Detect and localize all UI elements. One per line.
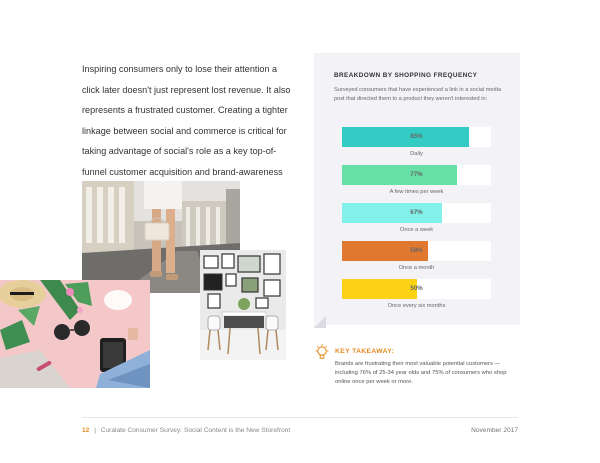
bar-category-label: Once every six months — [387, 303, 446, 309]
bar-track — [342, 241, 491, 261]
footer-doc-title: Curalate Consumer Survey: Social Content is the New Storefront — [100, 427, 291, 434]
bar-value-label: 58% — [410, 247, 423, 254]
panel-fold-corner — [314, 316, 326, 328]
page-number: 12 — [82, 427, 90, 434]
bar-category-label: Daily — [410, 151, 423, 157]
panel-title: BREAKDOWN BY SHOPPING FREQUENCY — [334, 72, 478, 79]
bar-category-label: A few times per week — [389, 189, 444, 195]
bar-value-label: 67% — [410, 209, 423, 216]
takeaway-text: Brands are frustrating their most valuable potential customers — including 76% of 25-34 year olds and 75% of consumers who shop online once per week or more. — [335, 361, 507, 385]
takeaway-title: KEY TAKEAWAY: — [335, 348, 395, 355]
footer-separator: | — [94, 427, 96, 434]
panel-intro: Surveyed consumers that have experienced a link in a social media post that directed them to a product they weren't interested in: — [334, 87, 501, 102]
bar-track — [342, 279, 491, 299]
lightbulb-icon — [315, 344, 329, 362]
bar-track — [342, 165, 491, 185]
bar-value-label: 50% — [410, 285, 423, 292]
footer-date: November 2017 — [471, 427, 518, 434]
bar-category-label: Once a week — [399, 227, 434, 233]
footer-left — [82, 427, 290, 434]
bar-track — [342, 127, 491, 147]
flatlay-accessories-photo — [0, 280, 150, 388]
dining-room-photo — [200, 250, 286, 360]
shopping-frequency-panel — [314, 53, 520, 325]
bar-category-label: Once a month — [398, 265, 435, 271]
bar-value-label: 85% — [410, 133, 423, 140]
bar-value-label: 77% — [410, 171, 423, 178]
bar-track — [342, 203, 491, 223]
footer-divider — [82, 417, 518, 418]
body-paragraph: Inspiring consumers only to lose their attention a click later doesn't just represent lost revenue. It also represents a frustrated customer. Creating a tighter linkage between social and commerce is critical for taking advantage of social's role as a key top-of-funnel customer acquisition and brand-awareness — [82, 64, 291, 178]
